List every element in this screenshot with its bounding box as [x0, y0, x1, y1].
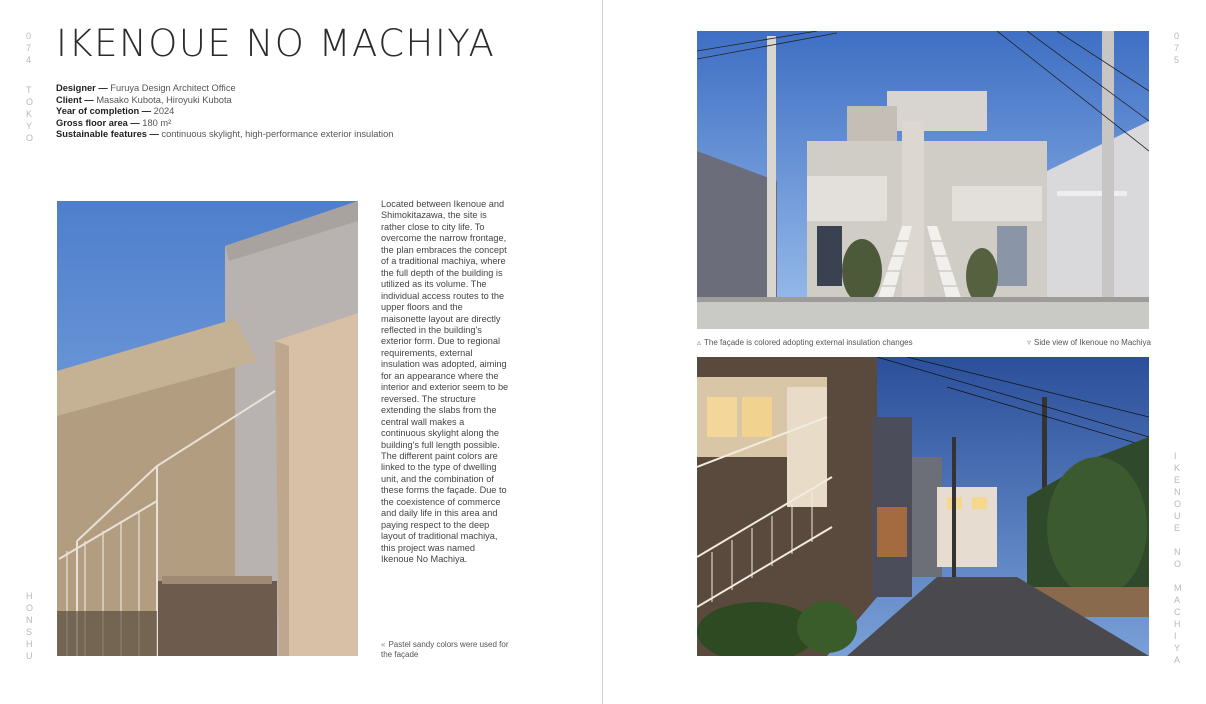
page-number-left: 0 7 4 [26, 31, 33, 65]
meta-sustainability: Sustainable features — continuous skylight, high-performance exterior insulation [56, 129, 394, 139]
page-number-right: 0 7 5 [1174, 31, 1181, 65]
caption-facade-insulation: ▵ The façade is colored adopting external insulation changes [697, 338, 913, 347]
caption-arrow-up-icon: ▵ [697, 338, 702, 347]
caption-arrow-down-icon: ▿ [1027, 338, 1032, 347]
page-title: IKENOUE NO MACHIYA [56, 22, 496, 65]
article-body: Located between Ikenoue and Shimokitazawa, the site is rather close to city life. To overcome the narrow frontage, the plan embraces the concept of a traditional machiya, where the full depth of the building is utilized as its volume. The individual access routes to the upper floors and the maisonette layout are directly reflected in the building's exterior form. Due to regional requirements, external insulation was adopted, aiming for an appearance where the interior and exterior seem to be reversed. The structure extending the slabs from the central wall makes a continuous skylight along the building's full length possible. The different paint colors are linked to the type of dwelling unit, and the combination of these forms the façade. Due to the coexistence of commerce and daily life in this area and paying respect to the deep layout of traditional machiya, this project was named Ikenoue No Machiya. [381, 199, 509, 565]
front-facade-photo [697, 31, 1149, 329]
gutter-divider [602, 0, 603, 704]
facade-detail-photo [57, 201, 358, 656]
side-view-photo [697, 357, 1149, 656]
meta-area: Gross floor area — 180 m² [56, 117, 172, 128]
side-label-region: H O N S H U [26, 591, 35, 661]
caption-side-view: ▿ Side view of Ikenoue no Machiya [1027, 338, 1151, 347]
caption-facade-colors: « Pastel sandy colors were used for the façade [381, 640, 509, 659]
meta-year: Year of completion — 2024 [56, 106, 175, 116]
meta-designer: Designer — Furuya Design Architect Office [56, 83, 236, 93]
side-label-city: T O K Y O [26, 85, 35, 143]
side-label-project: I K E N O U E N O M A C H I Y A [1174, 451, 1183, 665]
caption-arrow-left-icon: « [381, 640, 386, 649]
meta-client: Client — Masako Kubota, Hiroyuki Kubota [56, 94, 232, 105]
project-metadata [56, 83, 393, 141]
